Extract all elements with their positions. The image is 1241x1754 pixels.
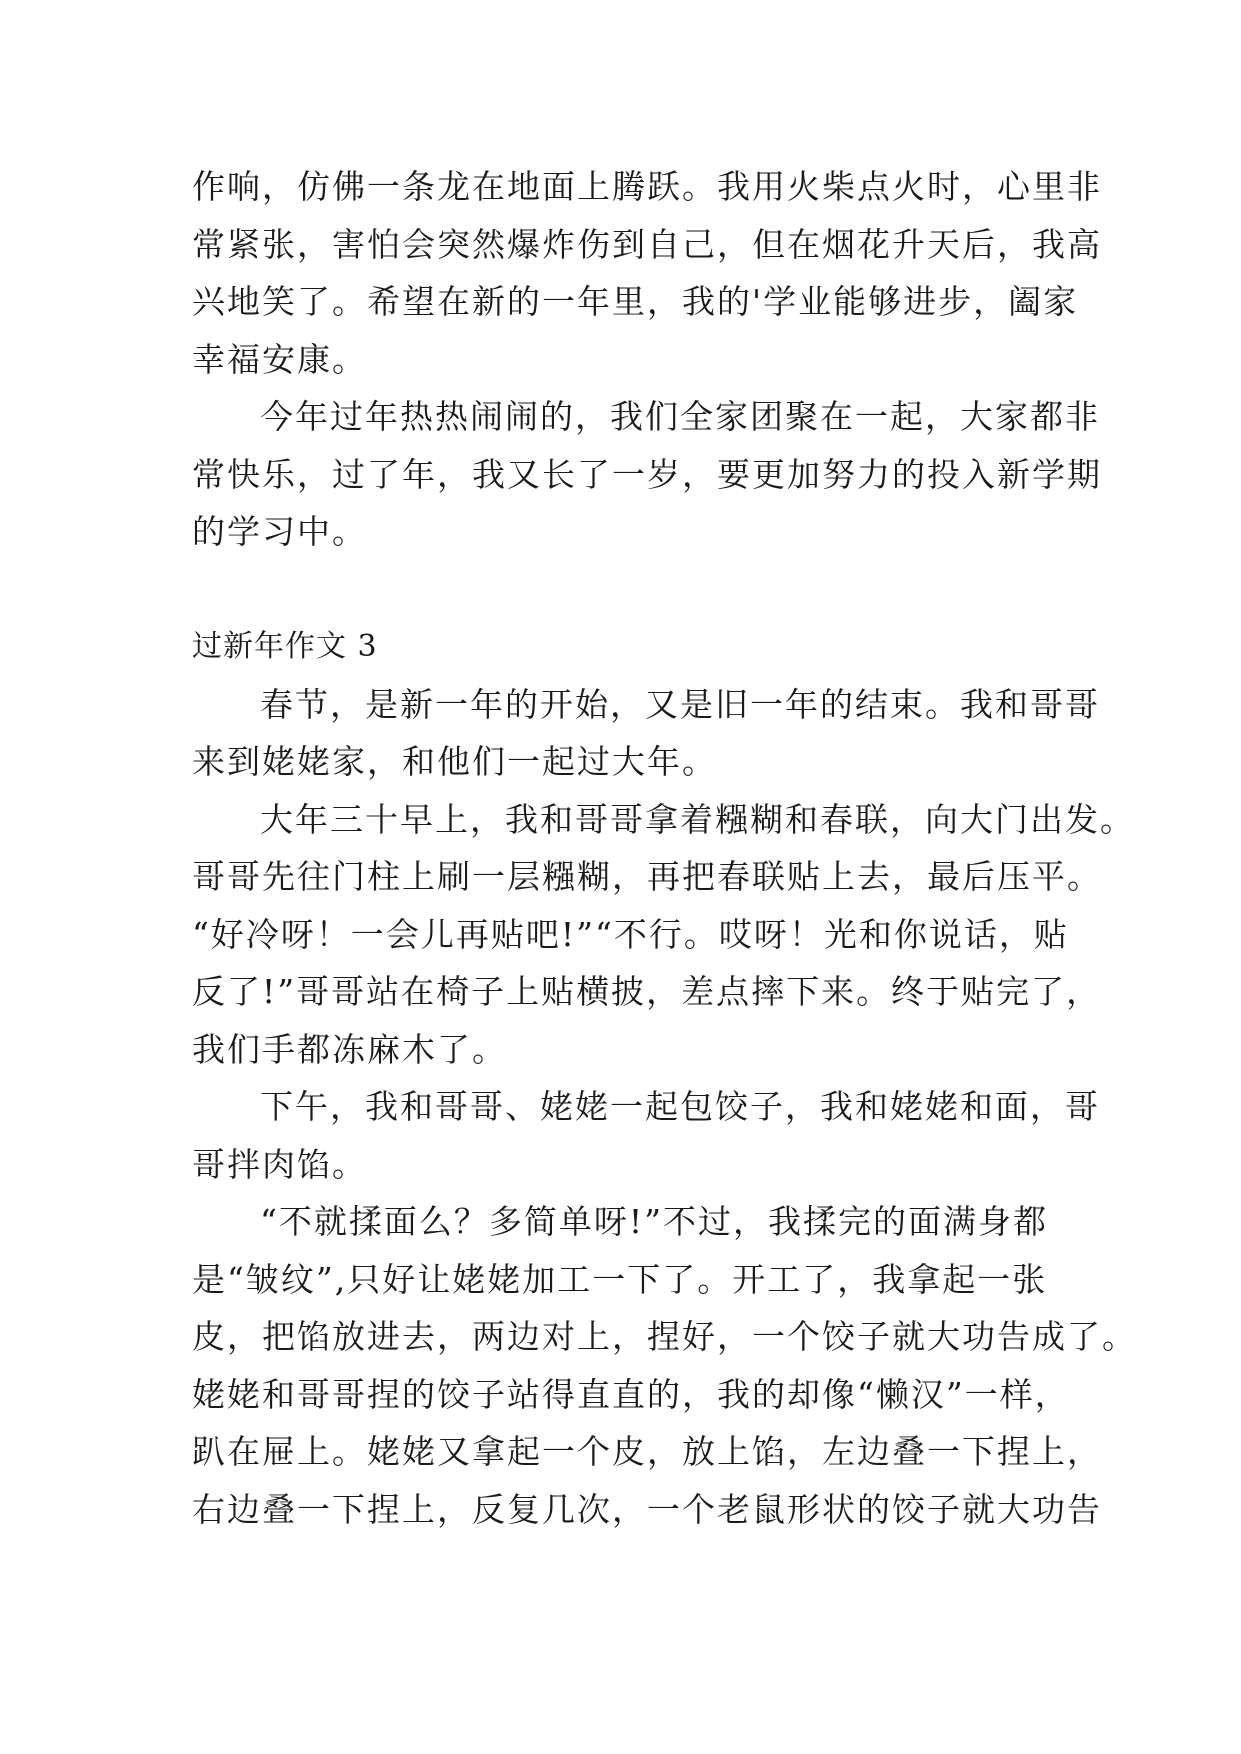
text-line: 的学习中。 <box>192 512 367 551</box>
document-body <box>192 158 1137 1538</box>
text-line: 大年三十早上，我和哥哥拿着糨糊和春联，向大门出发。 <box>260 799 1135 839</box>
text-line: 幸福安康。 <box>192 339 367 379</box>
text-line: 来到姥姥家，和他们一起过大年。 <box>192 742 717 781</box>
text-line: 趴在屉上。姥姥又拿起一个皮，放上馅，左边叠一下捏上， <box>192 1432 1102 1471</box>
paragraph <box>192 676 1100 791</box>
text-line: 姥姥和哥哥捏的饺子站得直直的，我的却像“懒汉”一样， <box>192 1374 1070 1414</box>
text-line: 反了!”哥哥站在椅子上贴横披，差点摔下来。终于贴完了， <box>192 972 1102 1011</box>
text-line: 作响，仿佛一条龙在地面上腾跃。我用火柴点火时，心里非 <box>192 167 1102 206</box>
text-line: “好冷呀！一会儿再贴吧!”“不行。哎呀！光和你说话，贴 <box>192 914 1069 954</box>
text-line: 右边叠一下捏上，反复几次，一个老鼠形状的饺子就大功告 <box>192 1489 1102 1529</box>
paragraph <box>192 388 1102 561</box>
text-line: 今年过年热热闹闹的，我们全家团聚在一起，大家都非 <box>260 397 1100 436</box>
text-line: 春节，是新一年的开始，又是旧一年的结束。我和哥哥 <box>260 684 1100 724</box>
text-line: “不就揉面么？多简单呀!”不过，我揉完的面满身都 <box>260 1202 1049 1241</box>
paragraph <box>192 158 1102 388</box>
text-line: 兴地笑了。希望在新的一年里，我的'学业能够进步，阖家 <box>192 282 1079 321</box>
text-line: 哥哥先往门柱上刷一层糨糊，再把春联贴上去，最后压平。 <box>192 857 1102 896</box>
paragraph <box>192 791 1135 1079</box>
paragraph-gap <box>192 561 1072 619</box>
paragraph <box>192 1078 1100 1193</box>
text-line: 是“皱纹”,只好让姥姥加工一下了。开工了，我拿起一张 <box>192 1259 1048 1299</box>
section-title: 过新年作文 3 <box>192 629 378 664</box>
text-line: 我们手都冻麻木了。 <box>192 1029 507 1069</box>
text-line: 下午，我和哥哥、姥姥一起包饺子，我和姥姥和面，哥 <box>260 1087 1100 1126</box>
paragraph <box>192 1193 1137 1538</box>
text-line: 常紧张，害怕会突然爆炸伤到自己，但在烟花升天后，我高 <box>192 224 1102 264</box>
text-line: 常快乐，过了年，我又长了一岁，要更加努力的投入新学期 <box>192 454 1102 494</box>
text-line: 皮，把馅放进去，两边对上，捏好，一个饺子就大功告成了。 <box>192 1317 1137 1356</box>
text-line: 哥拌肉馅。 <box>192 1144 367 1184</box>
